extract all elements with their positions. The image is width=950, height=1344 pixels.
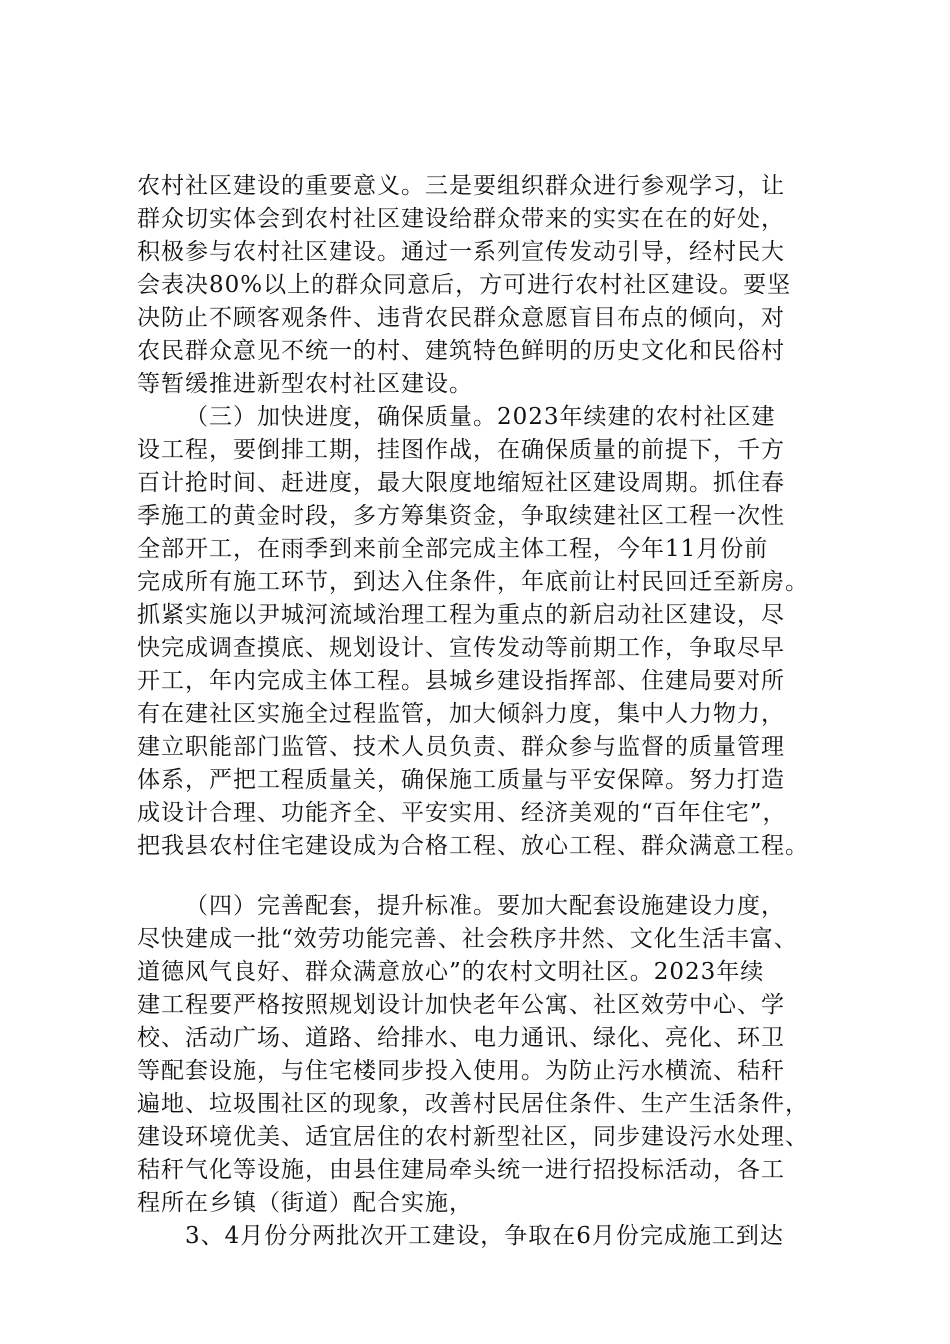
text-line: 尽快建成一批“效劳功能完善、社会秩序井然、文化生活丰富、 — [137, 926, 798, 952]
text-line: 体系，严把工程质量关，确保施工质量与平安保障。努力打造 — [137, 767, 785, 793]
text-line: 遍地、垃圾围社区的现象，改善村民居住条件、生产生活条件， — [137, 1091, 809, 1117]
section-heading-4: （四）完善配套，提升标准。要加大配套设施建设力度， — [185, 893, 785, 919]
text-line: 农民群众意见不统一的村、建筑特色鲜明的历史文化和民俗村 — [137, 338, 785, 364]
text-line: 群众切实体会到农村社区建设给群众带来的实实在在的好处， — [137, 206, 785, 232]
text-line: 抓紧实施以尹城河流域治理工程为重点的新启动社区建设，尽 — [137, 602, 785, 628]
text-line: 等暂缓推进新型农村社区建设。 — [137, 371, 473, 397]
section-heading-3: （三）加快进度，确保质量。2023年续建的农村社区建 — [185, 404, 776, 430]
text-line: 建立职能部门监管、技术人员负责、群众参与监督的质量管理 — [137, 734, 785, 760]
text-line: 季施工的黄金时段，多方筹集资金，争取续建社区工程一次性 — [137, 503, 785, 529]
text-line: 校、活动广场、道路、给排水、电力通讯、绿化、亮化、环卫 — [137, 1025, 785, 1051]
text-line: 把我县农村住宅建设成为合格工程、放心工程、群众满意工程。 — [137, 833, 809, 859]
text-line: 全部开工，在雨季到来前全部完成主体工程，今年11月份前 — [137, 536, 769, 562]
text-line: 程所在乡镇（街道）配合实施， — [137, 1190, 473, 1216]
text-line: 农村社区建设的重要意义。三是要组织群众进行参观学习，让 — [137, 173, 785, 199]
text-line: 积极参与农村社区建设。通过一系列宣传发动引导，经村民大 — [137, 239, 785, 265]
text-line: 百计抢时间、赶进度，最大限度地缩短社区建设周期。抓住春 — [137, 470, 785, 496]
text-line: 建工程要严格按照规划设计加快老年公寓、社区效劳中心、学 — [137, 992, 785, 1018]
text-line: 设工程，要倒排工期，挂图作战，在确保质量的前提下，千方 — [137, 437, 785, 463]
text-line: 完成所有施工环节，到达入住条件，年底前让村民回迁至新房。 — [137, 569, 809, 595]
text-line: 会表决80%以上的群众同意后，方可进行农村社区建设。要坚 — [137, 272, 792, 298]
text-line: 等配套设施，与住宅楼同步投入使用。为防止污水横流、秸秆 — [137, 1058, 785, 1084]
text-line: 3、4月份分两批次开工建设，争取在6月份完成施工到达 — [185, 1223, 784, 1249]
text-line: 道德风气良好、群众满意放心”的农村文明社区。2023年续 — [137, 959, 765, 985]
text-line: 成设计合理、功能齐全、平安实用、经济美观的“百年住宅”， — [137, 800, 787, 826]
text-line: 秸秆气化等设施，由县住建局牵头统一进行招投标活动，各工 — [137, 1157, 785, 1183]
text-line: 决防止不顾客观条件、违背农民群众意愿盲目布点的倾向，对 — [137, 305, 785, 331]
text-line: 快完成调查摸底、规划设计、宣传发动等前期工作，争取尽早 — [137, 635, 785, 661]
text-line: 建设环境优美、适宜居住的农村新型社区，同步建设污水处理、 — [137, 1124, 809, 1150]
text-line: 开工，年内完成主体工程。县城乡建设指挥部、住建局要对所 — [137, 668, 785, 694]
text-line: 有在建社区实施全过程监管，加大倾斜力度，集中人力物力， — [137, 701, 785, 727]
